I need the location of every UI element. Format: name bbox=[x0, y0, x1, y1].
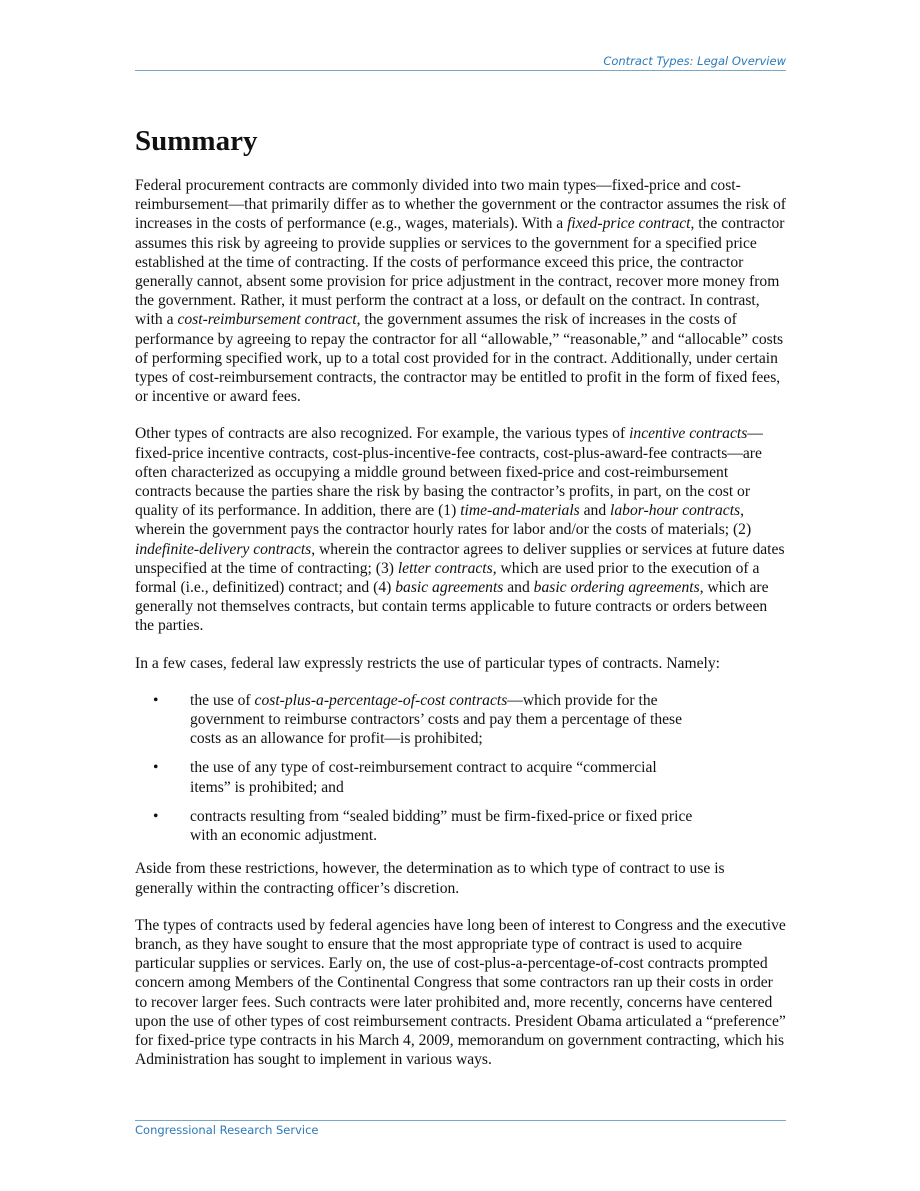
bullet-icon: • bbox=[153, 807, 159, 825]
footer-rule bbox=[135, 1120, 786, 1121]
term-time-and-materials: time-and-materials bbox=[460, 502, 580, 520]
term-fixed-price-contract: fixed-price contract bbox=[567, 215, 691, 233]
document-body bbox=[135, 176, 786, 1087]
section-title: Summary bbox=[135, 125, 258, 157]
header-rule bbox=[135, 70, 786, 71]
term-basic-ordering-agreements: basic ordering agreements bbox=[533, 579, 700, 597]
term-incentive-contracts: incentive contracts bbox=[629, 425, 748, 443]
paragraph-2: Other types of contracts are also recognized. For example, the various types of incentive contracts—fixed-price incentive contracts, cost-plus-incentive-fee contracts, cost-plus-award-fee contracts—are often characterized as occupying a middle ground between fixed-price and cost-reimbursement contracts because the parties share the risk by basing the contractor’s profits, in part, on the cost or quality of its performance. In addition, there are (1) time-and-materials and labor-hour contracts, wherein the government pays the contractor hourly rates for labor and/or the costs of materials; (2) indefinite-delivery contracts, wherein the contractor agrees to deliver supplies or services at future dates unspecified at the time of contracting; (3) letter contracts, which are used prior to the execution of a formal (i.e., definitized) contract; and (4) basic agreements and basic ordering agreements, which are generally not themselves contracts, but contain terms applicable to future contracts or orders between the parties. bbox=[135, 425, 785, 635]
term-basic-agreements: basic agreements bbox=[395, 579, 504, 597]
term-cost-reimbursement-contract: cost-reimbursement contract bbox=[177, 311, 357, 329]
paragraph-5: The types of contracts used by federal agencies have long been of interest to Congress and the executive branch, as they have sought to ensure that the most appropriate type of contract is used to acquire particular supplies or services. Early on, the use of cost-plus-a-percentage-of-cost contracts prompted concern among Members of the Continental Congress that some contractors ran up their costs in order to recover larger fees. Such contracts were later prohibited and, more recently, concerns have centered upon the use of other types of cost reimbursement contracts. President Obama articulated a “preference” for fixed-price type contracts in his March 4, 2009, memorandum on government contracting, which his Administration has sought to implement in various ways. bbox=[135, 916, 786, 1069]
list-item: • contracts resulting from “sealed bidding” must be firm-fixed-price or fixed price with an economic adjustment. bbox=[153, 807, 693, 845]
term-cpapoc-contracts: cost-plus-a-percentage-of-cost contracts bbox=[254, 691, 508, 709]
restrictions-list bbox=[135, 691, 786, 845]
paragraph-3: In a few cases, federal law expressly restricts the use of particular types of contracts. Namely: bbox=[135, 654, 720, 672]
term-labor-hour-contracts: labor-hour contracts bbox=[610, 502, 741, 520]
term-indefinite-delivery-contracts: indefinite-delivery contracts bbox=[135, 540, 312, 558]
list-item: • the use of any type of cost-reimbursement contract to acquire “commercial items” is prohibited; and bbox=[153, 759, 657, 796]
bullet-icon: • bbox=[153, 759, 159, 777]
running-footer: Congressional Research Service bbox=[135, 1123, 319, 1137]
paragraph-4: Aside from these restrictions, however, the determination as to which type of contract to use is generally within the contracting officer’s discretion. bbox=[135, 860, 725, 897]
running-header: Contract Types: Legal Overview bbox=[603, 54, 786, 68]
bullet-icon: • bbox=[153, 691, 159, 709]
paragraph-1: Federal procurement contracts are commonly divided into two main types—fixed-price and cost-reimbursement—that primarily differ as to whether the government or the contractor assumes the risk of increases in the costs of performance (e.g., wages, materials). With a fixed-price contract, the contractor assumes this risk by agreeing to provide supplies or services to the government for a specified price established at the time of contracting. If the costs of performance exceed this price, the contractor generally cannot, absent some provision for price adjustment in the contract, recover more money from the government. Rather, it must perform the contract at a loss, or default on the contract. In contrast, with a cost-reimbursement contract, the government assumes the risk of increases in the costs of performance by agreeing to repay the contractor for all “allowable,” “reasonable,” and “allocable” costs of performing specified work, up to a total cost provided for in the contract. Additionally, under certain types of cost-reimbursement contracts, the contractor may be entitled to profit in the form of fixed fees, or incentive or award fees. bbox=[135, 177, 786, 406]
term-letter-contracts: letter contracts bbox=[397, 559, 493, 577]
list-item: • the use of cost-plus-a-percentage-of-cost contracts—which provide for the government to reimburse contractors’ costs and pay them a percentage of these costs as an allowance for profit—is prohibited; bbox=[153, 691, 683, 748]
